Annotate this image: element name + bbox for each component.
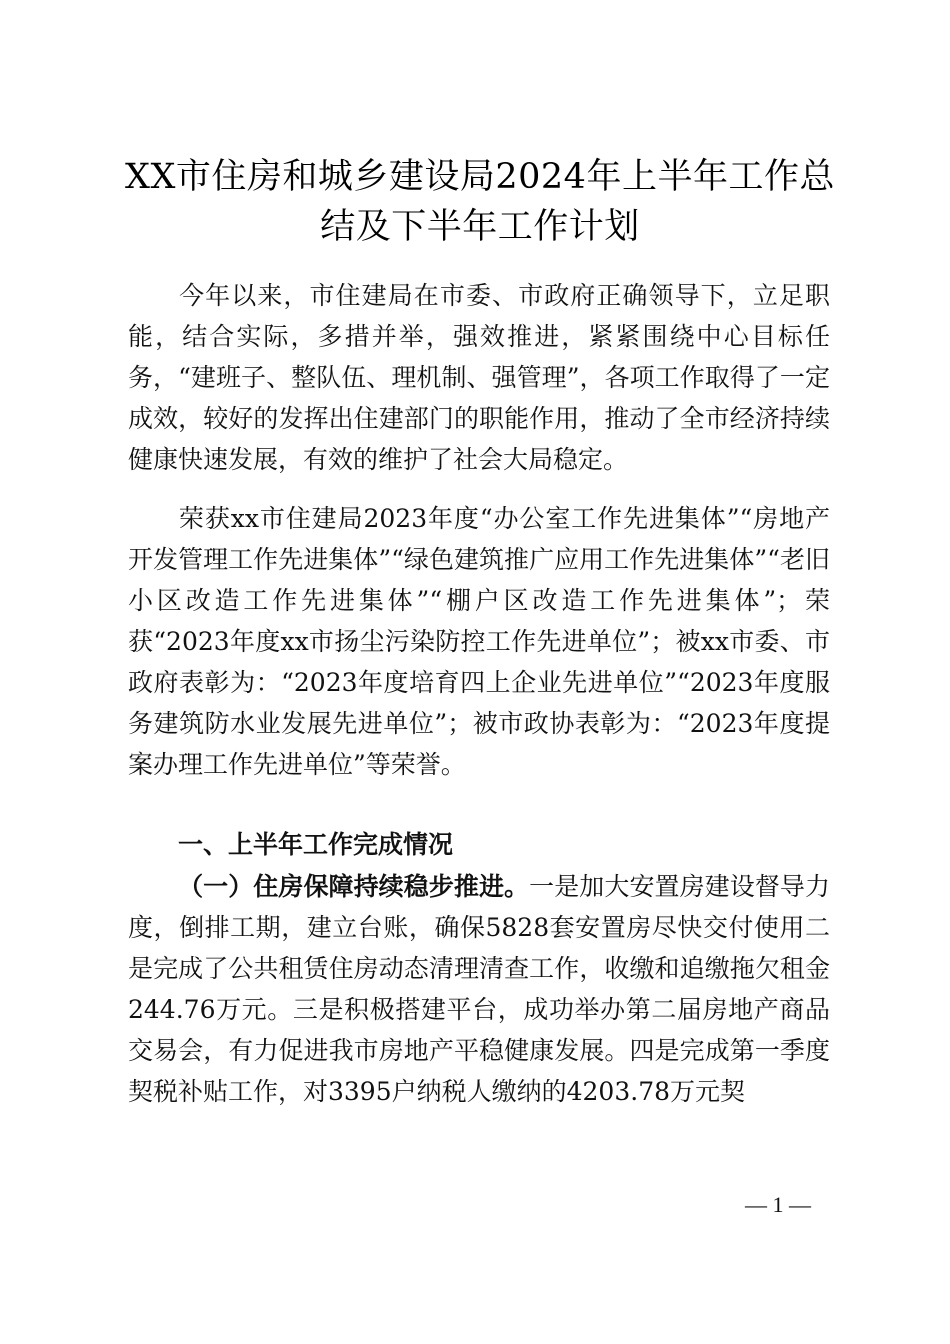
intro-paragraph-text: 今年以来，市住建局在市委、市政府正确领导下，立足职能，结合实际，多措并举，强效推进，紧紧围绕中心目标任务，“建班子、整队伍、理机制、强管理”，各项工作取得了一定成效，较好的发挥出住建部门的职能作用，推动了全市经济持续健康快速发展，有效的维护了社会大局稳定。: [128, 281, 830, 474]
honors-paragraph-text: 荣获xx市住建局2023年度“办公室工作先进集体”“房地产开发管理工作先进集体”“绿色建筑推广应用工作先进集体”“老旧小区改造工作先进集体”“棚户区改造工作先进集体”；荣获“2023年度xx市扬尘污染防控工作先进单位”；被xx市委、市政府表彰为：“2023年度培育四上企业先进单位”“2023年度服务建筑防水业发展先进单位”；被市政协表彰为：“2023年度提案办理工作先进单位”等荣誉。: [128, 504, 830, 779]
page-number: — 1 —: [745, 1192, 811, 1217]
honors-paragraph: [128, 498, 830, 785]
subsection-lead: （一）住房保障持续稳步推进。: [178, 872, 530, 901]
subsection-text: 一是加大安置房建设督导力度，倒排工期，建立台账，确保5828套安置房尽快交付使用二是完成了公共租赁住房动态清理清查工作，收缴和追缴拖欠租金244.76万元。三是积极搭建平台，成功举办第二届房地产商品交易会，有力促进我市房地产平稳健康发展。四是完成第一季度契税补贴工作，对3395户纳税人缴纳的4203.78万元契: [128, 872, 830, 1106]
section-heading: 一、上半年工作完成情况: [178, 830, 454, 859]
intro-paragraph: [128, 275, 830, 480]
document-title: XX市住房和城乡建设局2024年上半年工作总结及下半年工作计划: [125, 157, 835, 247]
housing-security-paragraph: [128, 866, 830, 1112]
